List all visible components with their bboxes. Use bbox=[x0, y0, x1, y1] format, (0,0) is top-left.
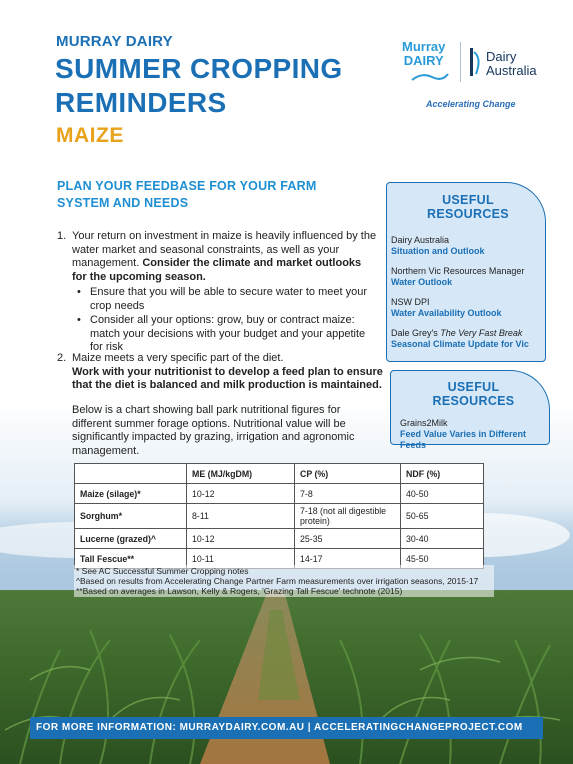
item-text: Maize meets a very specific part of the diet. bbox=[72, 352, 284, 364]
resources-title: USEFUL RESOURCES bbox=[432, 380, 515, 408]
table-header: CP (%) bbox=[295, 464, 401, 484]
table-cell: 10-12 bbox=[187, 529, 295, 549]
table-cell: Maize (silage)* bbox=[75, 484, 187, 504]
item-bold-text: Work with your nutritionist to develop a feed plan to ensure that the diet is balanced and milk production is maintained. bbox=[72, 365, 383, 391]
resource-item: Northern Vic Resources Manager Water Outlook bbox=[391, 266, 535, 288]
list-item-2 bbox=[57, 352, 387, 393]
logo-divider bbox=[460, 42, 461, 82]
resource-item: NSW DPI Water Availability Outlook bbox=[391, 297, 535, 319]
resource-item: Dairy Australia Situation and Outlook bbox=[391, 235, 535, 257]
table-cell: Lucerne (grazed)^ bbox=[75, 529, 187, 549]
table-cell: 45-50 bbox=[401, 549, 484, 569]
table-cell: 40-50 bbox=[401, 484, 484, 504]
table-header: ME (MJ/kgDM) bbox=[187, 464, 295, 484]
table-cell: 7-8 bbox=[295, 484, 401, 504]
footer-bar[interactable]: FOR MORE INFORMATION: MURRAYDAIRY.COM.AU | ACCELERATINGCHANGEPROJECT.COM bbox=[30, 717, 543, 739]
table-row bbox=[75, 504, 484, 529]
table-cell: 25-35 bbox=[295, 529, 401, 549]
nutrition-table bbox=[74, 463, 484, 569]
title-line-1: SUMMER CROPPING bbox=[55, 53, 343, 84]
table-row bbox=[75, 484, 484, 504]
table-cell: 8-11 bbox=[187, 504, 295, 529]
org-name: MURRAY DAIRY bbox=[56, 33, 173, 50]
resource-link[interactable]: Water Outlook bbox=[391, 277, 453, 287]
dairy-australia-icon bbox=[468, 48, 484, 78]
item-bold-text: Consider the climate and market outlooks for the upcoming season. bbox=[72, 257, 362, 283]
table-footnotes bbox=[74, 565, 494, 597]
murray-dairy-wave-icon bbox=[410, 70, 450, 84]
table-header: NDF (%) bbox=[401, 464, 484, 484]
item-text: Your return on investment in maize is heavily influenced by the water market and seasonal constraints, as well as your management. bbox=[72, 230, 377, 269]
section-heading: PLAN YOUR FEEDBASE FOR YOUR FARM SYSTEM AND NEEDS bbox=[57, 179, 317, 210]
resource-link[interactable]: Seasonal Climate Update for Vic bbox=[391, 339, 529, 349]
bullet-list bbox=[90, 286, 377, 355]
useful-resources-box-1 bbox=[386, 182, 546, 362]
logo-tagline: Accelerating Change bbox=[426, 99, 516, 109]
murray-dairy-logo-text: Murray DAIRY bbox=[402, 39, 446, 68]
page-subtitle: MAIZE bbox=[56, 124, 124, 147]
resource-item: Dale Grey's The Very Fast Break Seasonal Climate Update for Vic bbox=[391, 328, 535, 350]
table-header bbox=[75, 464, 187, 484]
footnote: ^Based on results from Accelerating Change Partner Farm measurements over irrigation seasons, 2015-17 bbox=[76, 576, 479, 586]
table-cell: 10-12 bbox=[187, 484, 295, 504]
resource-link[interactable]: Situation and Outlook bbox=[391, 246, 485, 256]
partner-logo bbox=[400, 40, 550, 110]
resource-link[interactable]: Water Availability Outlook bbox=[391, 308, 502, 318]
resource-item: Grains2Milk Feed Value Varies in Different Feeds bbox=[396, 418, 541, 451]
title-line-2: REMINDERS bbox=[55, 87, 227, 118]
bullet-item: • Ensure that you will be able to secure water to meet your crop needs bbox=[90, 286, 377, 313]
table-header-row bbox=[75, 464, 484, 484]
bullet-item: • Consider all your options: grow, buy or contract maize: match your decisions with your budget and your appetite for risk bbox=[90, 314, 377, 355]
table-cell: Sorghum* bbox=[75, 504, 187, 529]
resource-link[interactable]: Feed Value Varies in Different Feeds bbox=[400, 429, 527, 450]
table-cell: 50-65 bbox=[401, 504, 484, 529]
list-number: 2. bbox=[57, 352, 67, 364]
list-number: 1. bbox=[57, 230, 67, 242]
table-cell: 10-11 bbox=[187, 549, 295, 569]
resources-title: USEFUL RESOURCES bbox=[427, 193, 509, 221]
intro-paragraph: Below is a chart showing ball park nutritional figures for different summer forage options. Nutritional value will be significantly impacted by grazing, irrigation and agronomic management. bbox=[72, 404, 355, 457]
useful-resources-box-2 bbox=[390, 370, 550, 450]
table-row bbox=[75, 529, 484, 549]
footnote: * See AC Successful Summer Cropping notes bbox=[76, 566, 249, 576]
table-cell: 7-18 (not all digestible protein) bbox=[295, 504, 401, 529]
list-item-1 bbox=[57, 230, 377, 356]
page-title bbox=[55, 52, 343, 120]
table-cell: Tall Fescue** bbox=[75, 549, 187, 569]
dairy-australia-logo-text: Dairy Australia bbox=[486, 49, 537, 78]
footnote: **Based on averages in Lawson, Kelly & Rogers, 'Grazing Tall Fescue' technote (2015) bbox=[76, 586, 403, 596]
table-cell: 30-40 bbox=[401, 529, 484, 549]
table-cell: 14-17 bbox=[295, 549, 401, 569]
